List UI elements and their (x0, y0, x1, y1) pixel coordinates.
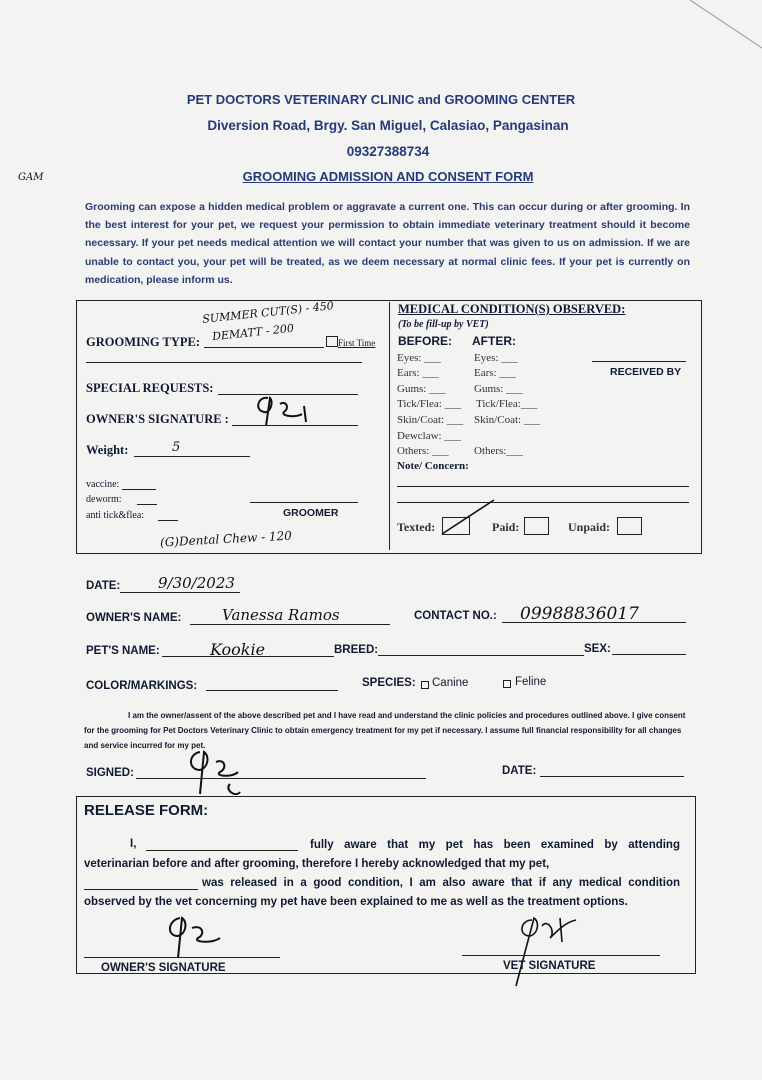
grooming-type-line-2 (86, 362, 362, 363)
before-eyes: Eyes: ___ (397, 352, 441, 364)
page-corner-fold (690, 0, 762, 50)
special-requests-label: SPECIAL REQUESTS: (86, 381, 214, 395)
sex-label: SEX: (584, 643, 611, 655)
form-title: GROOMING ADMISSION AND CONSENT FORM (242, 169, 534, 184)
note-line-1 (397, 486, 689, 487)
clinic-phone: 09327388734 (346, 144, 430, 159)
release-text-3: was released in a good condition, I am also aware that if any medical condition observed by the vet concerning my pet have been explained to me as well as the treatment options. (84, 877, 680, 908)
contact-label: CONTACT NO.: (414, 610, 497, 622)
texted-check-mark (440, 496, 496, 538)
unpaid-label: Unpaid: (568, 520, 611, 534)
owner-signature-label: OWNER'S SIGNATURE : (86, 412, 229, 426)
grooming-type-value-1: SUMMER CUT(S) - 450 (201, 299, 335, 326)
grooming-type-line (204, 347, 324, 348)
unpaid-checkbox[interactable] (617, 517, 642, 535)
first-time-label: First Time (338, 338, 376, 348)
sex-line (612, 654, 686, 655)
contact-line (502, 622, 686, 623)
grooming-type-value-2: DEMATT - 200 (211, 321, 295, 344)
after-skin: Skin/Coat: ___ (474, 414, 541, 426)
pet-name-label: PET'S NAME: (86, 645, 160, 657)
medical-subtitle: (To be fill-up by VET) (398, 319, 489, 330)
before-skin: Skin/Coat: ___ (397, 414, 464, 426)
margin-note: GAM (18, 172, 44, 183)
signed-label: SIGNED: (86, 767, 134, 779)
date-value: 9/30/2023 (158, 574, 235, 592)
owner-name-label: OWNER'S NAME: (86, 612, 182, 624)
pet-name-line (162, 656, 334, 657)
groomer-label: GROOMER (283, 507, 339, 519)
owner-signature-scribble (240, 392, 320, 432)
breed-line (378, 655, 584, 656)
weight-value: 5 (172, 440, 181, 455)
after-ears: Ears: ___ (474, 367, 516, 379)
paid-checkbox[interactable] (524, 517, 549, 535)
feline-label: Feline (515, 676, 547, 688)
signed-scribble (180, 744, 250, 802)
vaccine-line (122, 489, 156, 490)
date-label: DATE: (86, 580, 121, 592)
before-ears: Ears: ___ (397, 367, 439, 379)
before-label: BEFORE: (398, 334, 452, 348)
release-title: RELEASE FORM: (84, 802, 209, 819)
intro-paragraph: Grooming can expose a hidden medical problem or aggravate a current one. This can occur during or after grooming. In the best interest for your pet, we request your permission to obtain immediate veterinary treatment should it become necessary. If your pet needs medical attention we will contact your number that was given to us on admission. If we are unable to contact you, your pet will be treated, as we deem necessary at normal clinic fees. If your pet is currently on medication, please inform us. (85, 201, 690, 286)
before-gums: Gums: ___ (397, 383, 446, 395)
dental-chew-note: (G)Dental Chew - 120 (159, 528, 293, 550)
clinic-name: PET DOCTORS VETERINARY CLINIC and GROOMING CENTER (186, 92, 576, 107)
weight-line (134, 456, 250, 457)
date2-label: DATE: (502, 765, 537, 777)
release-text-2: fully aware that my pet has been examined by attending veterinarian before and after grooming, therefore I hereby acknowledged that my pet, (84, 839, 680, 870)
before-tick: Tick/Flea: ___ (397, 398, 462, 410)
date2-line (540, 776, 684, 777)
antitick-label: anti tick&flea: (86, 510, 145, 521)
release-vet-label: VET SIGNATURE (503, 960, 596, 972)
first-time-checkbox[interactable] (326, 336, 338, 347)
owner-name-line (190, 624, 390, 625)
release-i: I, (130, 838, 137, 850)
consent-paragraph: I am the owner/assent of the above described pet and I have read and understand the clinic policies and procedures outlined above. I give consent for the grooming for Pet Doctors Veterinary Clinic to obtain emergency treatment for my pet if necessary. I assume full financial responsibility for all changes and service incurred for my pet. (84, 711, 686, 750)
medical-title: MEDICAL CONDITION(S) OBSERVED: (398, 302, 626, 316)
weight-label: Weight: (86, 443, 129, 457)
paid-label: Paid: (492, 520, 520, 534)
after-label: AFTER: (472, 334, 516, 348)
before-others: Others: ___ (397, 445, 449, 457)
canine-checkbox[interactable] (421, 681, 429, 689)
panel-divider (389, 302, 390, 550)
antitick-line (158, 520, 178, 521)
texted-label (397, 520, 435, 535)
vaccine-label: vaccine: (86, 479, 120, 490)
note-label: Note/ Concern: (397, 460, 469, 472)
deworm-label: deworm: (86, 494, 122, 505)
canine-label: Canine (432, 677, 469, 689)
owner-signature-line (232, 425, 358, 426)
release-owner-line (84, 957, 280, 958)
contact-value: 09988836017 (520, 604, 639, 624)
groomer-line (250, 502, 358, 503)
release-vet-scribble (496, 912, 596, 992)
before-dewclaw: Dewclaw: ___ (397, 430, 461, 442)
color-line (206, 690, 338, 691)
after-others: Others:___ (474, 445, 523, 457)
feline-checkbox[interactable] (503, 680, 511, 688)
release-vet-line (462, 955, 660, 956)
breed-label: BREED: (334, 644, 379, 656)
received-by-label: RECEIVED BY (610, 366, 682, 378)
after-tick: Tick/Flea:___ (476, 398, 538, 410)
received-by-line (592, 361, 686, 362)
owner-name-value: Vanessa Ramos (222, 606, 340, 624)
clinic-address: Diversion Road, Brgy. San Miguel, Calasiao, Pangasinan (207, 118, 569, 133)
signed-line (136, 778, 426, 779)
after-gums: Gums: ___ (474, 383, 523, 395)
deworm-line (137, 504, 157, 505)
after-eyes: Eyes: ___ (474, 352, 518, 364)
release-owner-label: OWNER'S SIGNATURE (101, 962, 226, 974)
date-line (120, 592, 240, 593)
species-label: SPECIES: (362, 677, 416, 689)
color-label: COLOR/MARKINGS: (86, 680, 198, 692)
texted-text: Texted: (397, 520, 436, 534)
grooming-type-label: GROOMING TYPE: (86, 335, 201, 349)
pet-name-value: Kookie (210, 640, 266, 659)
